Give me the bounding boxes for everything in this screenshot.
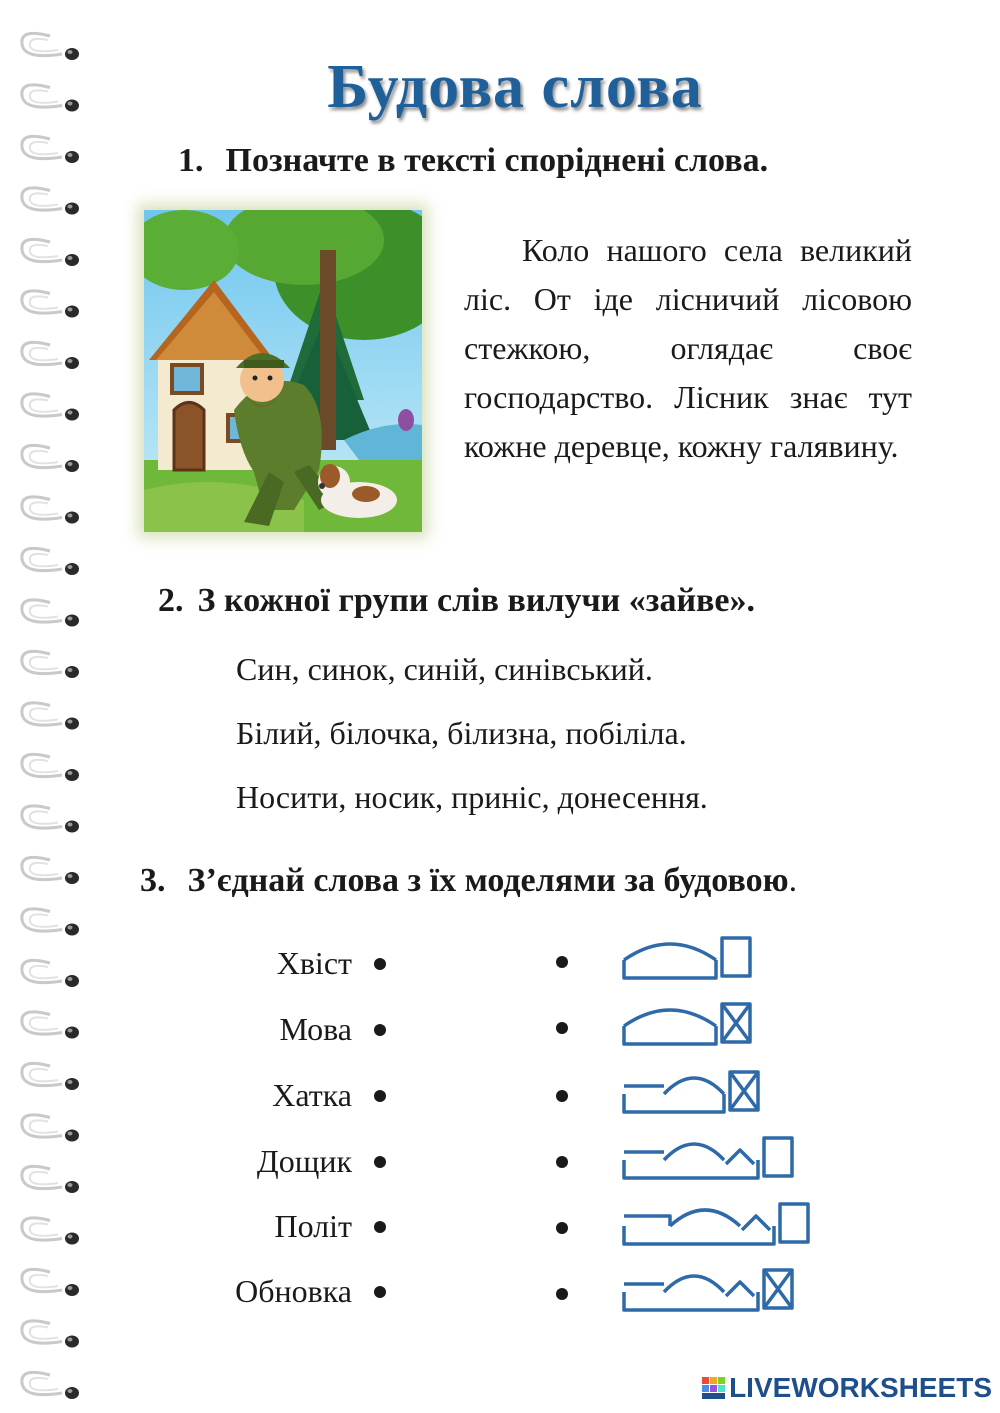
task-3-title-end: . — [788, 862, 798, 899]
task-3-title: З’єднай слова з їх моделями за будовою — [187, 862, 789, 899]
match-word-label: Мова — [279, 1011, 352, 1047]
base-bracket — [624, 1292, 758, 1310]
task-2-number: 2. — [158, 582, 184, 619]
spiral-ring — [22, 1372, 79, 1399]
task-1-heading — [178, 142, 768, 180]
spiral-ring — [22, 857, 79, 884]
spiral-ring — [22, 1166, 79, 1193]
spiral-ring — [22, 342, 79, 369]
spiral-ring — [22, 754, 79, 781]
base-bracket — [624, 1160, 758, 1178]
word-model-item — [548, 996, 848, 1056]
zero-ending-cross — [730, 1072, 758, 1110]
spiral-ring — [22, 1218, 79, 1245]
task-3-number: 3. — [140, 862, 166, 899]
word-model-item — [548, 1130, 848, 1190]
root-arc — [664, 1078, 724, 1094]
task-2-heading — [158, 582, 755, 620]
word-model-scheme — [620, 1196, 850, 1256]
spiral-ring — [22, 291, 79, 318]
word-model-scheme — [620, 1262, 850, 1322]
match-word-item — [200, 1201, 390, 1251]
spiral-ring — [22, 703, 79, 730]
suffix-mark — [742, 1216, 770, 1230]
word-group[interactable]: Білий, білочка, білизна, побіліла. — [236, 715, 687, 751]
page-title: Будова слова — [327, 53, 703, 121]
task-3-heading — [140, 862, 797, 900]
ending-box — [780, 1204, 808, 1242]
word-model-scheme — [620, 1130, 850, 1190]
base-bracket — [624, 960, 716, 978]
spiral-ring — [22, 394, 79, 421]
match-word-dot[interactable] — [374, 1024, 386, 1036]
word-groups-list — [236, 640, 708, 832]
root-arc — [624, 1010, 716, 1026]
match-word-label: Дощик — [256, 1143, 352, 1179]
match-word-label: Політ — [274, 1208, 352, 1244]
root-arc — [664, 1276, 724, 1292]
suffix-mark — [726, 1282, 754, 1296]
match-word-dot[interactable] — [374, 1221, 386, 1233]
zero-ending-cross — [764, 1270, 792, 1308]
spiral-ring — [22, 1063, 79, 1090]
match-word-dot[interactable] — [374, 1156, 386, 1168]
match-word-dot[interactable] — [374, 1090, 386, 1102]
word-group[interactable]: Носити, носик, приніс, донесення. — [236, 779, 708, 815]
root-arc — [664, 1144, 724, 1160]
match-word-label: Хатка — [272, 1077, 352, 1113]
match-word-item — [200, 1070, 390, 1120]
word-model-item — [548, 1196, 848, 1256]
spiral-ring — [22, 806, 79, 833]
spiral-ring — [22, 1321, 79, 1348]
word-model-item — [548, 1064, 848, 1124]
word-model-scheme — [620, 930, 850, 990]
word-model-dot[interactable] — [556, 1022, 568, 1034]
root-arc — [624, 944, 716, 960]
base-bracket — [624, 1026, 716, 1044]
spiral-ring — [22, 600, 79, 627]
spiral-ring — [22, 651, 79, 678]
word-model-scheme — [620, 1064, 850, 1124]
spiral-binding — [12, 20, 92, 1400]
match-word-label: Хвіст — [276, 945, 352, 981]
word-group[interactable]: Син, синок, синій, синівський. — [236, 651, 653, 687]
task-1-number: 1. — [178, 142, 204, 179]
spiral-ring — [22, 1269, 79, 1296]
footer-brand — [701, 1373, 992, 1403]
match-word-item — [200, 938, 390, 988]
task-1-passage[interactable]: Коло нашого села великий ліс. От іде лісничий лісовою стежкою, оглядає своє господарство. Лісник знає тут кожне деревце, кожну галявину. — [464, 232, 912, 464]
spiral-ring — [22, 239, 79, 266]
forester-with-dog-icon — [144, 210, 422, 532]
match-word-dot[interactable] — [374, 958, 386, 970]
task-2-title: З кожної групи слів вилучи «зайве». — [197, 582, 755, 619]
liveworksheets-logo-icon — [701, 1375, 727, 1401]
match-word-dot[interactable] — [374, 1286, 386, 1298]
word-model-scheme — [620, 996, 850, 1056]
zero-ending-cross — [722, 1004, 750, 1042]
root-arc — [670, 1210, 740, 1226]
word-model-item — [548, 930, 848, 990]
match-word-item — [200, 1136, 390, 1186]
match-word-item — [200, 1004, 390, 1054]
word-model-dot[interactable] — [556, 956, 568, 968]
spiral-ring — [22, 1012, 79, 1039]
spiral-ring — [22, 136, 79, 163]
spiral-ring — [22, 909, 79, 936]
base-bracket — [624, 1094, 724, 1112]
footer-brand-text: LIVEWORKSHEETS — [729, 1372, 992, 1403]
word-model-dot[interactable] — [556, 1222, 568, 1234]
spiral-ring — [22, 960, 79, 987]
spiral-ring — [22, 548, 79, 575]
spiral-ring — [22, 497, 79, 524]
word-model-dot[interactable] — [556, 1156, 568, 1168]
word-model-dot[interactable] — [556, 1288, 568, 1300]
spiral-ring — [22, 445, 79, 472]
suffix-mark — [726, 1150, 754, 1164]
ending-box — [764, 1138, 792, 1176]
ending-box — [722, 938, 750, 976]
prefix-mark — [624, 1216, 670, 1226]
match-word-label: Обновка — [235, 1273, 352, 1309]
base-bracket — [624, 1226, 774, 1244]
task-1-title: Позначте в тексті споріднені слова. — [225, 142, 769, 179]
spiral-ring — [22, 1115, 79, 1142]
spiral-ring — [22, 188, 79, 215]
word-model-dot[interactable] — [556, 1090, 568, 1102]
match-word-item — [200, 1266, 390, 1316]
word-model-item — [548, 1262, 848, 1322]
